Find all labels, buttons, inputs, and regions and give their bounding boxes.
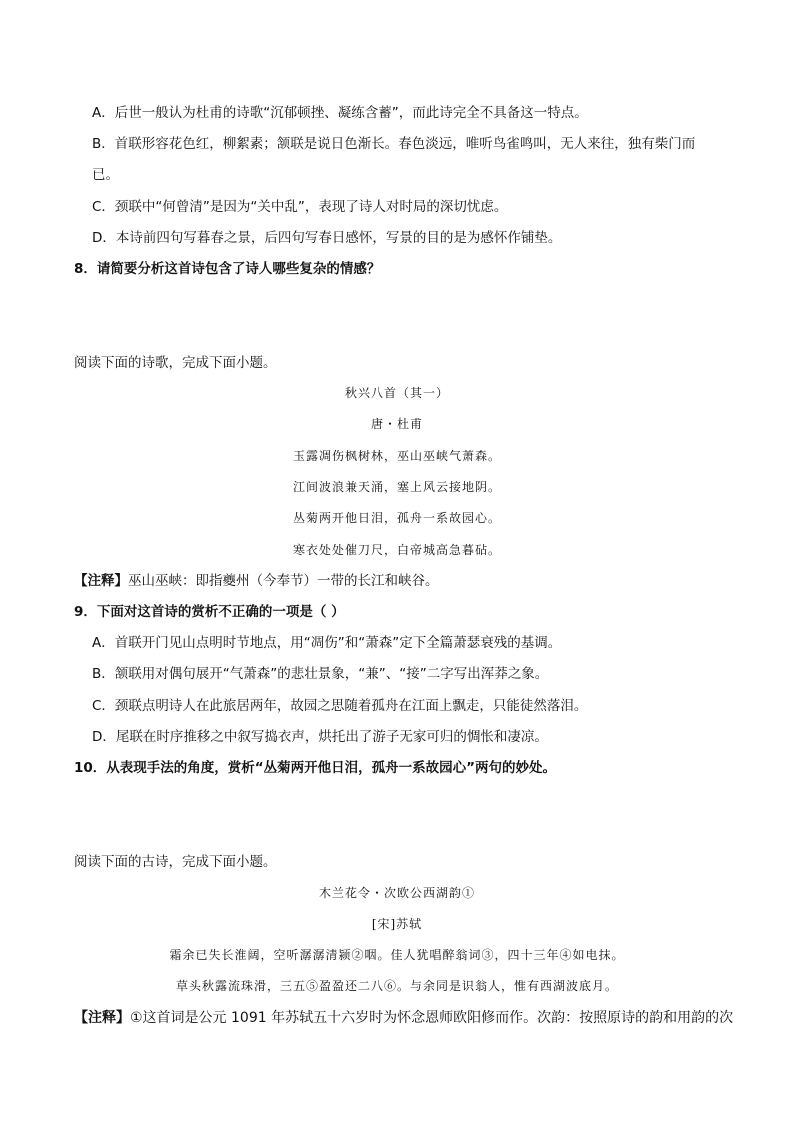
q7-option-a: A．后世一般认为杜甫的诗歌“沉郁顿挫、凝练含蓄”，而此诗完全不具备这一特点。	[92, 105, 588, 121]
poem2-line-2: 江间波浪兼天涌，塞上风云接地阴。	[292, 480, 501, 494]
poem3-author: [宋]苏轼	[371, 917, 423, 931]
section3-intro: 阅读下面的古诗，完成下面小题。	[74, 854, 277, 870]
question-9: 9．下面对这首诗的赏析不正确的一项是（ ）	[74, 604, 345, 620]
q9-option-c: C．颈联点明诗人在此旅居两年，故园之思随着孤舟在江面上飘走，只能徒然落泪。	[92, 698, 588, 714]
note-label: 【注释】	[74, 1010, 130, 1026]
poem2-line-1: 玉露凋伤枫树林，巫山巫峡气萧森。	[292, 449, 501, 463]
q9-option-a: A．首联开门见山点明时节地点，用“凋伤”和“萧森”定下全篇萧瑟衰残的基调。	[92, 635, 562, 651]
poem2-author: 唐・杜甫	[370, 417, 423, 431]
poem2-title: 秋兴八首（其一）	[344, 386, 449, 400]
poem2-note	[74, 571, 439, 591]
q7-option-b: B．首联形容花色红，柳絮素；颔联是说日色渐长。春色淡远，唯听鸟雀鸣叫，无人来往，独有柴门而	[92, 136, 696, 152]
poem2-line-3: 丛菊两开他日泪，孤舟一系故园心。	[292, 511, 501, 525]
poem3-title: 木兰花令・次欧公西湖韵①	[318, 886, 475, 900]
poem2-line-4: 寒衣处处催刀尺，白帝城高急暮砧。	[292, 543, 501, 557]
question-10: 10．从表现手法的角度，赏析“丛菊两开他日泪，孤舟一系故园心”两句的妙处。	[74, 760, 557, 776]
poem3-line-1: 霜余已失长淮阔，空听潺潺清颍②咽。佳人犹唱醉翁词③，四十三年④如电抹。	[169, 948, 625, 962]
question-8: 8．请简要分析这首诗包含了诗人哪些复杂的情感？	[74, 261, 381, 277]
note-text: ①这首词是公元 1091 年苏轼五十六岁时为怀念恩师欧阳修而作。次韵：按照原诗的韵和用韵的次	[130, 1010, 734, 1026]
q7-option-c: C．颈联中“何曾清”是因为“关中乱”，表现了诗人对时局的深切忧虑。	[92, 199, 508, 215]
poem3-line-2: 草头秋露流珠滑，三五⑤盈盈还二八⑥。与余同是识翁人，惟有西湖波底月。	[175, 979, 618, 993]
note-text: 巫山巫峡：即指夔州（今奉节）一带的长江和峡谷。	[128, 573, 439, 589]
q9-option-d: D．尾联在时序推移之中叙写捣衣声，烘托出了游子无家可归的惆怅和凄凉。	[92, 729, 548, 745]
q7-option-b-cont: 已。	[92, 167, 119, 183]
section2-intro: 阅读下面的诗歌，完成下面小题。	[74, 355, 277, 371]
note-label: 【注释】	[74, 573, 128, 589]
q7-option-d: D．本诗前四句写暮春之景，后四句写春日感怀，写景的目的是为感怀作铺垫。	[92, 230, 562, 246]
poem3-note	[74, 1008, 733, 1028]
q9-option-b: B．颔联用对偶句展开“气萧森”的悲壮景象，“兼”、“接”二字写出浑莽之象。	[92, 666, 549, 682]
